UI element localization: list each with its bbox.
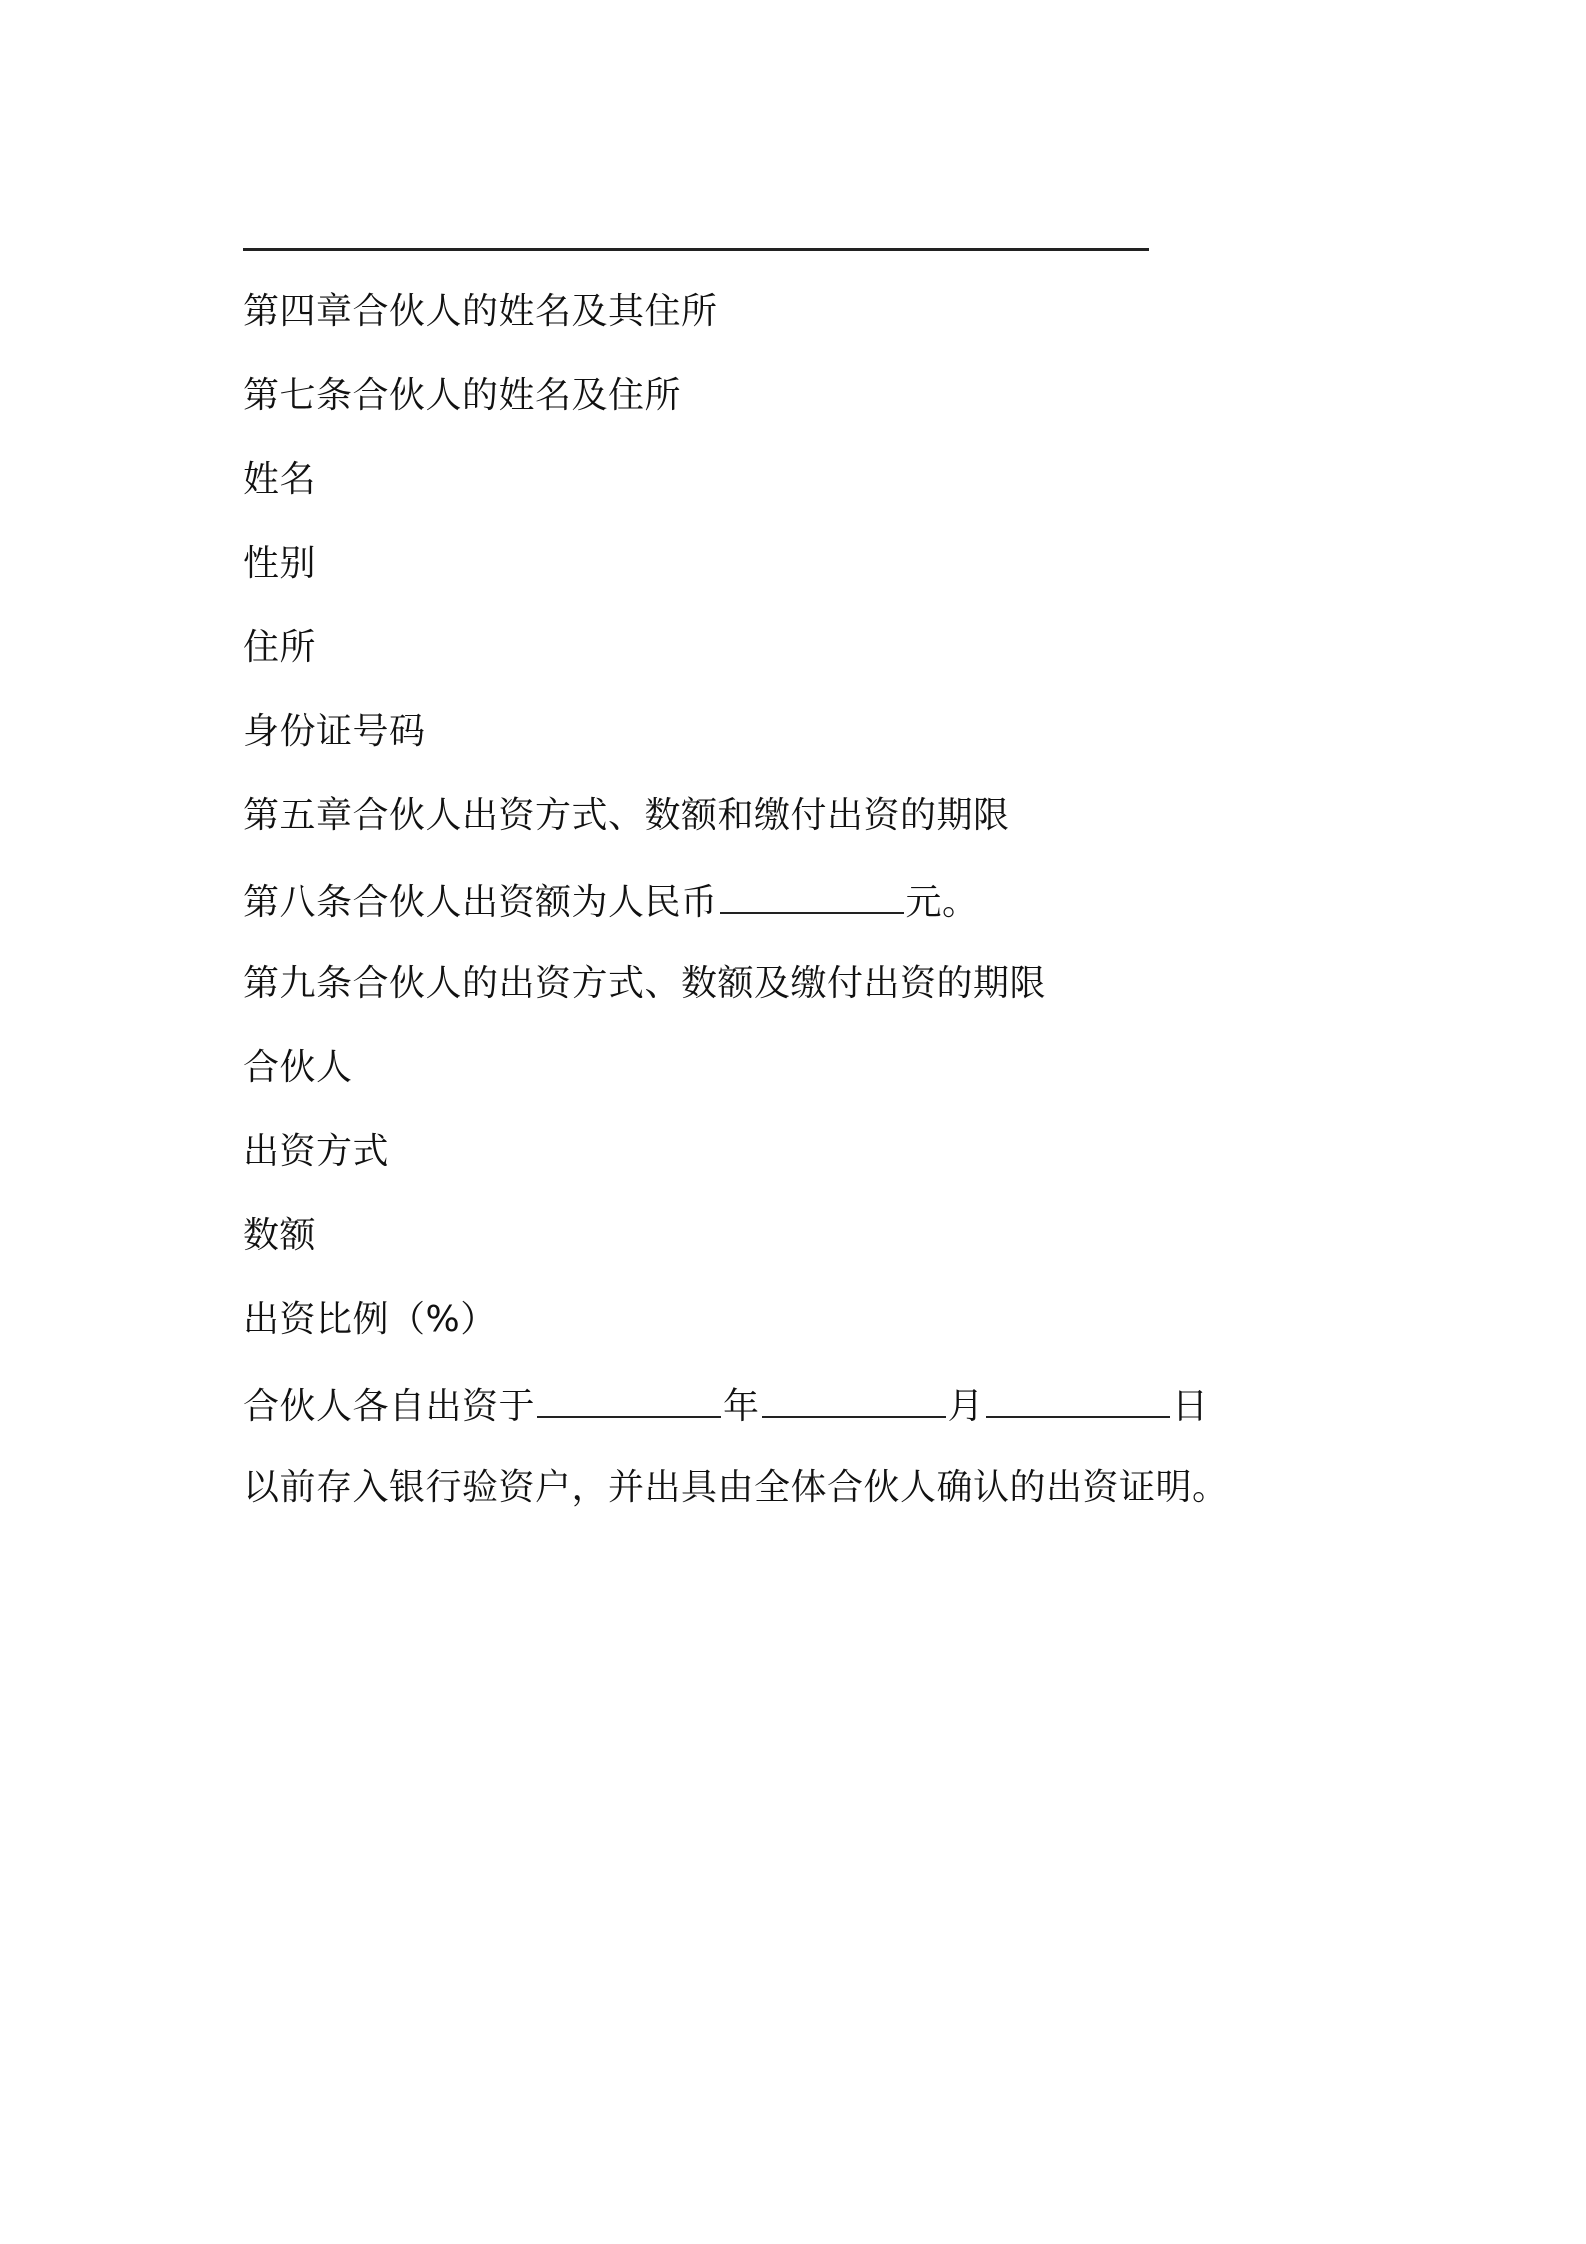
field-id-number-label: 身份证号码 (243, 711, 426, 752)
deadline-line (243, 1376, 1443, 1460)
field-gender-label: 性别 (243, 543, 317, 584)
article-8-line (243, 872, 1443, 956)
amount-blank[interactable] (720, 872, 904, 914)
field-name-label: 姓名 (243, 459, 317, 500)
document-body (243, 284, 1443, 1544)
month-blank[interactable] (762, 1376, 946, 1418)
article-8-prefix: 第八条合伙人出资额为人民币 (243, 882, 718, 923)
year-label: 年 (723, 1386, 760, 1427)
field-contribution-method-label: 出资方式 (243, 1131, 390, 1172)
closing-line: 以前存入银行验资户，并出具由全体合伙人确认的出资证明。 (243, 1467, 1229, 1508)
month-label: 月 (947, 1386, 985, 1427)
article-9-heading: 第九条合伙人的出资方式、数额及缴付出资的期限 (243, 963, 1047, 1004)
field-amount-label: 数额 (243, 1215, 317, 1256)
field-address-label: 住所 (243, 627, 317, 668)
deadline-prefix: 合伙人各自出资于 (243, 1386, 536, 1427)
field-partner-label: 合伙人 (243, 1047, 353, 1088)
chapter-5-heading: 第五章合伙人出资方式、数额和缴付出资的期限 (243, 795, 1010, 836)
article-8-suffix: 元。 (905, 882, 979, 923)
chapter-4-heading: 第四章合伙人的姓名及其住所 (243, 291, 718, 332)
day-blank[interactable] (986, 1376, 1170, 1418)
article-7-heading: 第七条合伙人的姓名及住所 (243, 375, 682, 416)
day-label: 日 (1172, 1386, 1209, 1427)
year-blank[interactable] (537, 1376, 721, 1418)
top-divider-line (243, 248, 1149, 251)
field-contribution-ratio-label: 出资比例（%） (243, 1299, 497, 1340)
